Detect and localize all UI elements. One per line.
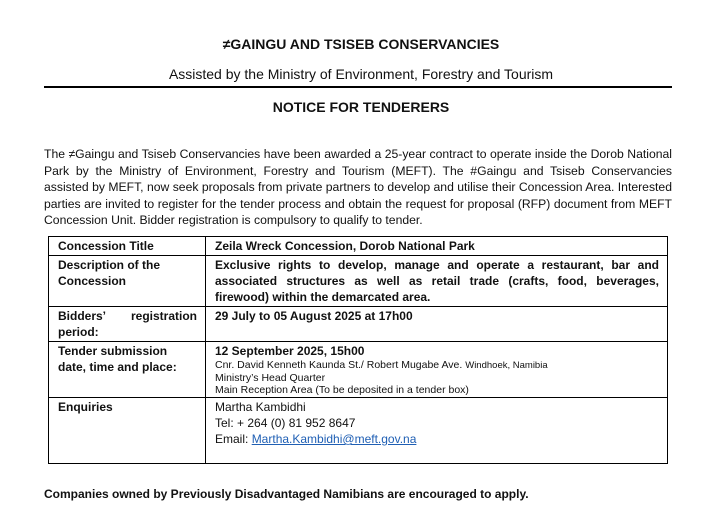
footer-note: Companies owned by Previously Disadvantaged Namibians are encouraged to apply. bbox=[44, 487, 529, 501]
contact-email-label: Email: bbox=[215, 432, 252, 446]
intro-paragraph: The ≠Gaingu and Tsiseb Conservancies have been awarded a 25-year contract to operate inside the Dorob National Park by the Ministry of Environment, Forestry and Tourism (MEFT). The #Gaingu and Tsiseb Conservancies assisted by MEFT, now seek proposals from private partners to develop and utilise their Concession Area. Interested parties are invited to register for the tender process and obtain the request for proposal (RFP) document from MEFT Concession Unit. Bidder registration is compulsory to qualify to tender. bbox=[44, 147, 672, 228]
ministry-subheading: Assisted by the Ministry of Environment, Forestry and Tourism bbox=[168, 66, 554, 82]
enquiries-label: Enquiries bbox=[49, 398, 206, 464]
enquiries-value bbox=[206, 398, 668, 464]
registration-value: 29 July to 05 August 2025 at 17h00 bbox=[206, 307, 668, 342]
table-row bbox=[49, 342, 668, 398]
table-row bbox=[49, 307, 668, 342]
description-value: Exclusive rights to develop, manage and operate a restaurant, bar and associated structures as well as retail trade (crafts, food, beverages, firewood) within the demarcated area. bbox=[206, 256, 668, 307]
submission-street: Cnr. David Kenneth Kaunda St./ Robert Mugabe Ave. bbox=[215, 359, 463, 371]
table-row bbox=[49, 237, 668, 256]
submission-value bbox=[206, 342, 668, 398]
table-row bbox=[49, 256, 668, 307]
header-divider bbox=[44, 86, 672, 88]
description-label: Description of the Concession bbox=[49, 256, 206, 307]
contact-name: Martha Kambidhi bbox=[215, 400, 306, 414]
concession-title-value: Zeila Wreck Concession, Dorob National Park bbox=[206, 237, 668, 256]
submission-room: Main Reception Area (To be deposited in a tender box) bbox=[215, 384, 469, 396]
tender-details-table bbox=[48, 236, 668, 464]
table-row bbox=[49, 398, 668, 464]
concession-title-label: Concession Title bbox=[49, 237, 206, 256]
submission-building: Ministry’s Head Quarter bbox=[215, 372, 326, 384]
registration-label: Bidders’ registration period: bbox=[49, 307, 206, 342]
contact-email-link[interactable]: Martha.Kambidhi@meft.gov.na bbox=[251, 432, 417, 446]
notice-title: NOTICE FOR TENDERERS bbox=[272, 99, 450, 115]
submission-address-line bbox=[215, 359, 659, 372]
contact-phone: Tel: + 264 (0) 81 952 8647 bbox=[215, 416, 356, 430]
submission-date: 12 September 2025, 15h00 bbox=[215, 344, 365, 358]
submission-city: Windhoek, Namibia bbox=[465, 360, 548, 371]
contact-email-line bbox=[215, 431, 659, 447]
notice-heading: ≠GAINGU AND TSISEB CONSERVANCIES bbox=[222, 36, 500, 52]
submission-label: Tender submission date, time and place: bbox=[49, 342, 206, 398]
